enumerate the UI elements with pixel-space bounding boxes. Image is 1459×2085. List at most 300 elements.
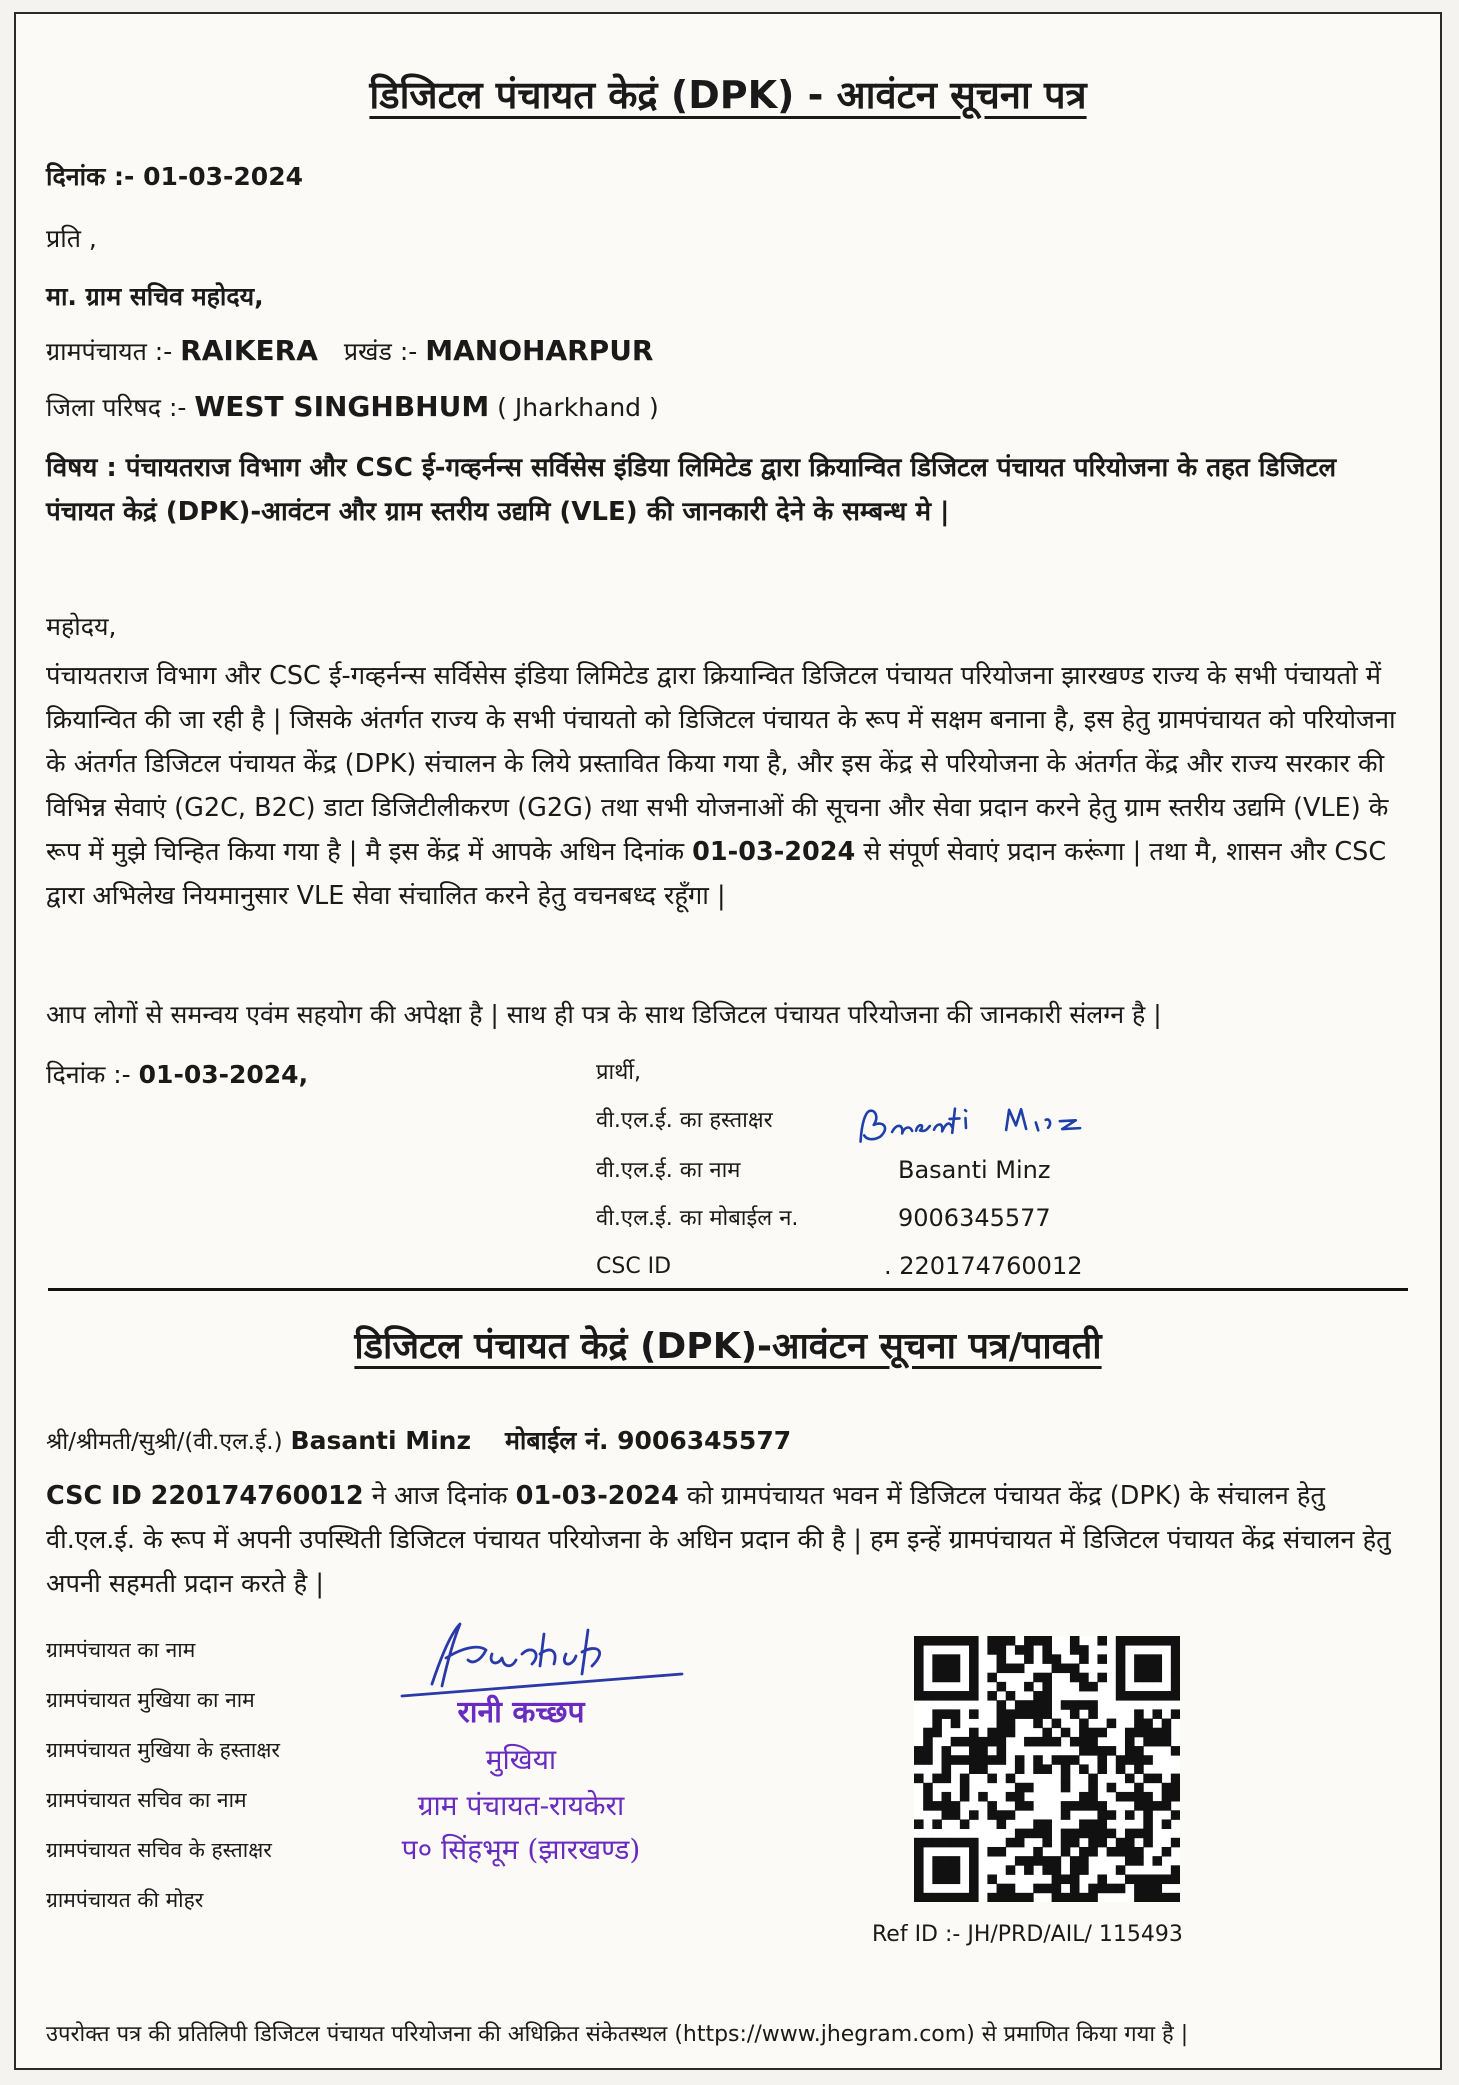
qr-module — [1033, 1737, 1043, 1747]
qr-module — [951, 1673, 961, 1683]
qr-module — [1006, 1893, 1016, 1902]
qr-module — [1052, 1856, 1062, 1866]
qr-module — [1134, 1636, 1144, 1646]
qr-module — [1042, 1682, 1052, 1692]
qr-module — [1152, 1654, 1162, 1664]
qr-module — [1116, 1636, 1126, 1646]
qr-module — [1079, 1847, 1089, 1857]
qr-module — [1088, 1884, 1098, 1894]
body-pre: पंचायतराज विभाग और CSC ई-गव्हर्नन्स सर्विसेस इंडिया लिमिटेड द्वारा क्रियान्वित डिजिटल पंचायत परियोजना झारखण्ड राज्य के सभी पंचायतो में क्रियान्वित की जा रही है | जिसके अंतर्गत राज्य के सभी पंचायतो को डिजिटल पंचायत के रूप में सक्षम बनाना है, इस हेतु ग्रामपंचायत को परियोजना के अंतर्गत डिजिटल पंचायत केंद्र (DPK) संचालन के लिये प्रस्तावित किया गया है, और इस केंद्र से परियोजना के अंतर्गत केंद्र और राज्य सरकार की विभिन्न सेवाएं (G2C, B2C) डाटा डिजिटीलीकरण (G2G) तथा सभी योजनाओं की सूचना और सेवा प्रदान करने हेतु ग्राम स्तरीय उद्यमि (VLE) के रूप में मुझे चिन्हित किया गया है | मै इस केंद्र में आपके अधिन दिनांक — [46, 661, 1396, 867]
qr-module — [942, 1774, 952, 1784]
qr-module — [978, 1792, 988, 1802]
csc-id-label: CSC ID — [596, 1254, 672, 1279]
qr-module — [1052, 1664, 1062, 1674]
qr-module — [987, 1774, 997, 1784]
qr-module — [942, 1874, 952, 1884]
body-post: से संपूर्ण सेवाएं प्रदान करूंगा | तथा मै, शासन और CSC द्वारा अभिलेख नियमानुसार VLE सेवा संचालित करने हेतु वचनबध्द रहूँगा | — [46, 837, 1387, 911]
qr-module — [1116, 1847, 1126, 1857]
qr-module — [1015, 1764, 1025, 1774]
qr-module — [978, 1755, 988, 1765]
qr-module — [1006, 1774, 1016, 1784]
qr-module — [1061, 1783, 1071, 1793]
qr-module — [1033, 1691, 1043, 1701]
qr-module — [1015, 1893, 1025, 1902]
qr-module — [969, 1691, 979, 1701]
applicant-label: प्रार्थी, — [596, 1060, 641, 1085]
qr-module — [942, 1673, 952, 1683]
qr-module — [1061, 1774, 1071, 1784]
qr-code — [914, 1636, 1180, 1902]
qr-module — [1152, 1774, 1162, 1784]
qr-module — [1107, 1810, 1117, 1820]
qr-module — [1143, 1755, 1153, 1765]
qr-module — [1015, 1700, 1025, 1710]
qr-module — [987, 1847, 997, 1857]
qr-module — [1143, 1673, 1153, 1683]
qr-module — [1097, 1874, 1107, 1884]
qr-module — [1070, 1893, 1080, 1902]
document-page — [14, 12, 1442, 2070]
block-label: प्रखंड :- — [343, 337, 418, 366]
qr-module — [1052, 1884, 1062, 1894]
qr-module — [1107, 1884, 1117, 1894]
gp-line — [46, 334, 654, 368]
qr-module — [1070, 1709, 1080, 1719]
qr-module — [942, 1746, 952, 1756]
vle-signature-drawing — [855, 1088, 1157, 1156]
qr-module — [1116, 1682, 1126, 1692]
qr-module — [1033, 1764, 1043, 1774]
field-secretary-sign: ग्रामपंचायत सचिव के हस्ताक्षर — [46, 1838, 272, 1862]
qr-module — [1088, 1746, 1098, 1756]
qr-module — [969, 1856, 979, 1866]
qr-module — [969, 1654, 979, 1664]
field-gp-name: ग्रामपंचायत का नाम — [46, 1638, 196, 1662]
field-mukhiya-name: ग्रामपंचायत मुखिया का नाम — [46, 1688, 255, 1712]
qr-module — [1042, 1691, 1052, 1701]
qr-module — [1079, 1801, 1089, 1811]
qr-module — [1107, 1829, 1117, 1839]
qr-module — [1107, 1746, 1117, 1756]
qr-module — [1088, 1819, 1098, 1829]
qr-module — [923, 1893, 933, 1902]
qr-module — [1015, 1829, 1025, 1839]
qr-module — [951, 1893, 961, 1902]
qr-module — [1015, 1664, 1025, 1674]
stamp-name: रानी कच्छप — [457, 1695, 585, 1730]
qr-module — [1033, 1700, 1043, 1710]
qr-module — [1042, 1700, 1052, 1710]
qr-module — [1171, 1783, 1180, 1793]
qr-module — [1088, 1847, 1098, 1857]
qr-module — [1162, 1819, 1172, 1829]
qr-module — [1171, 1810, 1180, 1820]
qr-module — [1024, 1645, 1034, 1655]
qr-module — [1088, 1893, 1098, 1902]
qr-module — [1042, 1645, 1052, 1655]
qr-module — [932, 1774, 942, 1784]
qr-module — [923, 1838, 933, 1848]
qr-module — [1097, 1746, 1107, 1756]
qr-module — [1152, 1691, 1162, 1701]
qr-module — [1134, 1884, 1144, 1894]
field-mukhiya-sign: ग्रामपंचायत मुखिया के हस्ताक्षर — [46, 1738, 281, 1762]
qr-module — [1134, 1829, 1144, 1839]
qr-module — [960, 1636, 970, 1646]
qr-module — [1024, 1654, 1034, 1664]
qr-module — [1116, 1654, 1126, 1664]
qr-module — [1152, 1737, 1162, 1747]
qr-module — [923, 1792, 933, 1802]
qr-module — [997, 1893, 1007, 1902]
qr-module — [1125, 1737, 1135, 1747]
qr-module — [1162, 1847, 1172, 1857]
qr-module — [997, 1810, 1007, 1820]
qr-module — [942, 1856, 952, 1866]
qr-module — [914, 1682, 924, 1692]
qr-module — [1125, 1792, 1135, 1802]
receipt-paragraph — [46, 1474, 1416, 1606]
qr-module — [1006, 1719, 1016, 1729]
qr-module — [1162, 1792, 1172, 1802]
qr-module — [932, 1654, 942, 1664]
qr-module — [1152, 1884, 1162, 1894]
qr-module — [951, 1865, 961, 1875]
qr-module — [1116, 1764, 1126, 1774]
qr-module — [1116, 1645, 1126, 1655]
qr-module — [932, 1691, 942, 1701]
qr-module — [1171, 1682, 1180, 1692]
qr-module — [942, 1664, 952, 1674]
qr-module — [942, 1893, 952, 1902]
qr-module — [1070, 1636, 1080, 1646]
qr-module — [932, 1865, 942, 1875]
qr-module — [942, 1810, 952, 1820]
qr-module — [1061, 1728, 1071, 1738]
qr-module — [1052, 1654, 1062, 1664]
qr-module — [942, 1838, 952, 1848]
vle-signature — [855, 1088, 1158, 1166]
vle-mobile: 9006345577 — [898, 1204, 1051, 1232]
qr-module — [1061, 1810, 1071, 1820]
receipt-text2: को ग्रामपंचायत भवन में डिजिटल पंचायत केंद्र (DPK) के संचालन हेतु वी.एल.ई. के रूप में अपनी उपस्थिती डिजिटल पंचायत परियोजना के अधिन प्रदान की है | हम इन्हें ग्रामपंचायत में डिजिटल पंचायत केंद्र संचालन हेतु अपनी सहमती प्रदान करते है | — [46, 1481, 1391, 1599]
qr-module — [1070, 1838, 1080, 1848]
qr-module — [987, 1636, 997, 1646]
qr-module — [987, 1810, 997, 1820]
qr-module — [923, 1746, 933, 1756]
qr-module — [1033, 1673, 1043, 1683]
qr-module — [1097, 1654, 1107, 1664]
date2-label: दिनांक :- — [46, 1060, 131, 1089]
qr-module — [987, 1673, 997, 1683]
qr-module — [1134, 1664, 1144, 1674]
qr-module — [1024, 1737, 1034, 1747]
qr-module — [1052, 1755, 1062, 1765]
qr-module — [1152, 1728, 1162, 1738]
qr-module — [951, 1737, 961, 1747]
qr-module — [1134, 1673, 1144, 1683]
qr-module — [1070, 1856, 1080, 1866]
qr-module — [987, 1728, 997, 1738]
qr-module — [1134, 1856, 1144, 1866]
qr-module — [997, 1737, 1007, 1747]
qr-module — [914, 1691, 924, 1701]
qr-module — [969, 1645, 979, 1655]
qr-module — [1015, 1792, 1025, 1802]
qr-module — [997, 1819, 1007, 1829]
qr-module — [1171, 1673, 1180, 1683]
qr-module — [1125, 1838, 1135, 1848]
qr-module — [1143, 1728, 1153, 1738]
qr-module — [951, 1856, 961, 1866]
qr-module — [1015, 1709, 1025, 1719]
qr-module — [932, 1819, 942, 1829]
qr-module — [1052, 1874, 1062, 1884]
qr-module — [969, 1682, 979, 1692]
qr-module — [1042, 1737, 1052, 1747]
district-label: जिला परिषद :- — [46, 393, 187, 422]
qr-module — [1097, 1819, 1107, 1829]
qr-module — [1162, 1728, 1172, 1738]
qr-module — [1079, 1893, 1089, 1902]
qr-module — [969, 1673, 979, 1683]
qr-module — [1061, 1755, 1071, 1765]
qr-module — [1042, 1829, 1052, 1839]
receipt-vle-mobile: मोबाईल नं. 9006345577 — [504, 1426, 792, 1455]
qr-module — [1061, 1664, 1071, 1674]
qr-module — [1006, 1838, 1016, 1848]
qr-module — [1116, 1673, 1126, 1683]
qr-module — [987, 1801, 997, 1811]
qr-module — [1079, 1700, 1089, 1710]
receipt-vle-prefix: श्री/श्रीमती/सुश्री/(वी.एल.ई.) — [46, 1429, 283, 1455]
qr-module — [1079, 1645, 1089, 1655]
qr-module — [1143, 1691, 1153, 1701]
to-line: प्रति , — [46, 224, 97, 253]
qr-module — [1061, 1847, 1071, 1857]
qr-module — [1116, 1838, 1126, 1848]
qr-module — [1134, 1755, 1144, 1765]
qr-module — [1116, 1664, 1126, 1674]
qr-module — [1171, 1645, 1180, 1655]
qr-module — [1143, 1774, 1153, 1784]
qr-module — [969, 1884, 979, 1894]
qr-module — [923, 1636, 933, 1646]
qr-module — [969, 1810, 979, 1820]
qr-module — [987, 1893, 997, 1902]
qr-module — [1097, 1764, 1107, 1774]
qr-module — [987, 1755, 997, 1765]
qr-module — [1006, 1865, 1016, 1875]
qr-code-graphic — [914, 1636, 1180, 1902]
qr-module — [1024, 1801, 1034, 1811]
qr-module — [932, 1719, 942, 1729]
qr-module — [969, 1847, 979, 1857]
qr-module — [1070, 1865, 1080, 1875]
salutation: महोदय, — [46, 612, 117, 641]
qr-module — [1006, 1884, 1016, 1894]
qr-module — [1134, 1893, 1144, 1902]
qr-module — [1162, 1719, 1172, 1729]
qr-module — [1079, 1673, 1089, 1683]
qr-module — [1152, 1856, 1162, 1866]
qr-module — [997, 1636, 1007, 1646]
qr-module — [1125, 1746, 1135, 1756]
qr-module — [914, 1893, 924, 1902]
qr-module — [1079, 1764, 1089, 1774]
qr-module — [1134, 1719, 1144, 1729]
qr-module — [997, 1645, 1007, 1655]
qr-module — [1171, 1893, 1180, 1902]
qr-module — [1107, 1783, 1117, 1793]
qr-module — [978, 1737, 988, 1747]
qr-module — [1171, 1664, 1180, 1674]
qr-module — [1006, 1810, 1016, 1820]
qr-module — [923, 1728, 933, 1738]
qr-module — [1116, 1792, 1126, 1802]
qr-module — [1088, 1829, 1098, 1839]
qr-module — [942, 1792, 952, 1802]
qr-module — [1162, 1874, 1172, 1884]
qr-module — [1143, 1654, 1153, 1664]
addressee: मा. ग्राम सचिव महोदय, — [46, 282, 264, 311]
body-paragraph — [46, 654, 1416, 918]
qr-module — [1033, 1719, 1043, 1729]
qr-module — [1162, 1893, 1172, 1902]
qr-module — [997, 1847, 1007, 1857]
qr-module — [1042, 1673, 1052, 1683]
qr-module — [1116, 1755, 1126, 1765]
qr-module — [923, 1801, 933, 1811]
date2-line — [46, 1060, 308, 1090]
qr-module — [997, 1664, 1007, 1674]
qr-module — [932, 1893, 942, 1902]
qr-module — [1033, 1755, 1043, 1765]
qr-module — [969, 1865, 979, 1875]
qr-module — [969, 1636, 979, 1646]
qr-module — [1171, 1746, 1180, 1756]
qr-module — [1125, 1728, 1135, 1738]
qr-module — [1171, 1691, 1180, 1701]
qr-module — [1097, 1636, 1107, 1646]
qr-module — [1061, 1829, 1071, 1839]
qr-module — [969, 1893, 979, 1902]
qr-module — [1143, 1792, 1153, 1802]
qr-module — [987, 1691, 997, 1701]
qr-module — [969, 1755, 979, 1765]
qr-module — [914, 1654, 924, 1664]
qr-module — [1033, 1856, 1043, 1866]
qr-module — [1097, 1829, 1107, 1839]
qr-module — [1015, 1645, 1025, 1655]
qr-module — [1088, 1737, 1098, 1747]
qr-module — [932, 1874, 942, 1884]
qr-module — [1143, 1737, 1153, 1747]
qr-module — [1070, 1874, 1080, 1884]
qr-module — [960, 1792, 970, 1802]
receipt-vle-line — [46, 1426, 791, 1457]
qr-module — [1088, 1682, 1098, 1692]
qr-module — [932, 1838, 942, 1848]
qr-module — [1134, 1847, 1144, 1857]
qr-module — [969, 1728, 979, 1738]
qr-module — [1006, 1709, 1016, 1719]
qr-module — [951, 1709, 961, 1719]
qr-module — [1125, 1874, 1135, 1884]
qr-module — [1042, 1728, 1052, 1738]
qr-module — [951, 1719, 961, 1729]
qr-module — [1042, 1764, 1052, 1774]
qr-module — [1061, 1838, 1071, 1848]
csc-id-value: . 220174760012 — [884, 1252, 1083, 1280]
qr-module — [1171, 1874, 1180, 1884]
qr-module — [1079, 1792, 1089, 1802]
qr-module — [969, 1737, 979, 1747]
qr-module — [942, 1636, 952, 1646]
qr-module — [1143, 1884, 1153, 1894]
qr-module — [1088, 1792, 1098, 1802]
qr-module — [1024, 1829, 1034, 1839]
qr-module — [1042, 1654, 1052, 1664]
qr-module — [923, 1755, 933, 1765]
qr-module — [1097, 1810, 1107, 1820]
qr-module — [1152, 1893, 1162, 1902]
qr-module — [951, 1755, 961, 1765]
receipt-date: 01-03-2024 — [515, 1481, 679, 1511]
qr-module — [1171, 1636, 1180, 1646]
block-value: MANOHARPUR — [425, 334, 654, 367]
qr-module — [1152, 1874, 1162, 1884]
qr-module — [1061, 1893, 1071, 1902]
qr-module — [1171, 1792, 1180, 1802]
qr-module — [1162, 1691, 1172, 1701]
qr-module — [1134, 1654, 1144, 1664]
qr-module — [1162, 1783, 1172, 1793]
qr-module — [1070, 1801, 1080, 1811]
stamp-district: प० सिंहभूम (झारखण्ड) — [401, 1833, 641, 1866]
qr-module — [914, 1884, 924, 1894]
receipt-text1: ने आज दिनांक — [371, 1481, 508, 1511]
qr-module — [1070, 1664, 1080, 1674]
qr-module — [914, 1856, 924, 1866]
qr-module — [1097, 1728, 1107, 1738]
qr-module — [1125, 1636, 1135, 1646]
qr-module — [960, 1691, 970, 1701]
ref-id: Ref ID :- JH/PRD/AIL/ 115493 — [872, 1922, 1183, 1947]
qr-module — [969, 1874, 979, 1884]
qr-module — [1116, 1865, 1126, 1875]
qr-module — [1097, 1801, 1107, 1811]
qr-module — [960, 1838, 970, 1848]
qr-module — [1125, 1755, 1135, 1765]
gp-label: ग्रामपंचायत :- — [46, 337, 173, 366]
qr-module — [1079, 1829, 1089, 1839]
qr-module — [1070, 1829, 1080, 1839]
qr-module — [1024, 1682, 1034, 1692]
qr-module — [1134, 1709, 1144, 1719]
qr-module — [932, 1801, 942, 1811]
qr-module — [1079, 1719, 1089, 1729]
qr-module — [1079, 1746, 1089, 1756]
qr-module — [1134, 1691, 1144, 1701]
qr-module — [1006, 1664, 1016, 1674]
qr-module — [1134, 1801, 1144, 1811]
qr-module — [987, 1645, 997, 1655]
qr-module — [1134, 1746, 1144, 1756]
qr-module — [1052, 1737, 1062, 1747]
qr-module — [1143, 1838, 1153, 1848]
qr-module — [1088, 1838, 1098, 1848]
